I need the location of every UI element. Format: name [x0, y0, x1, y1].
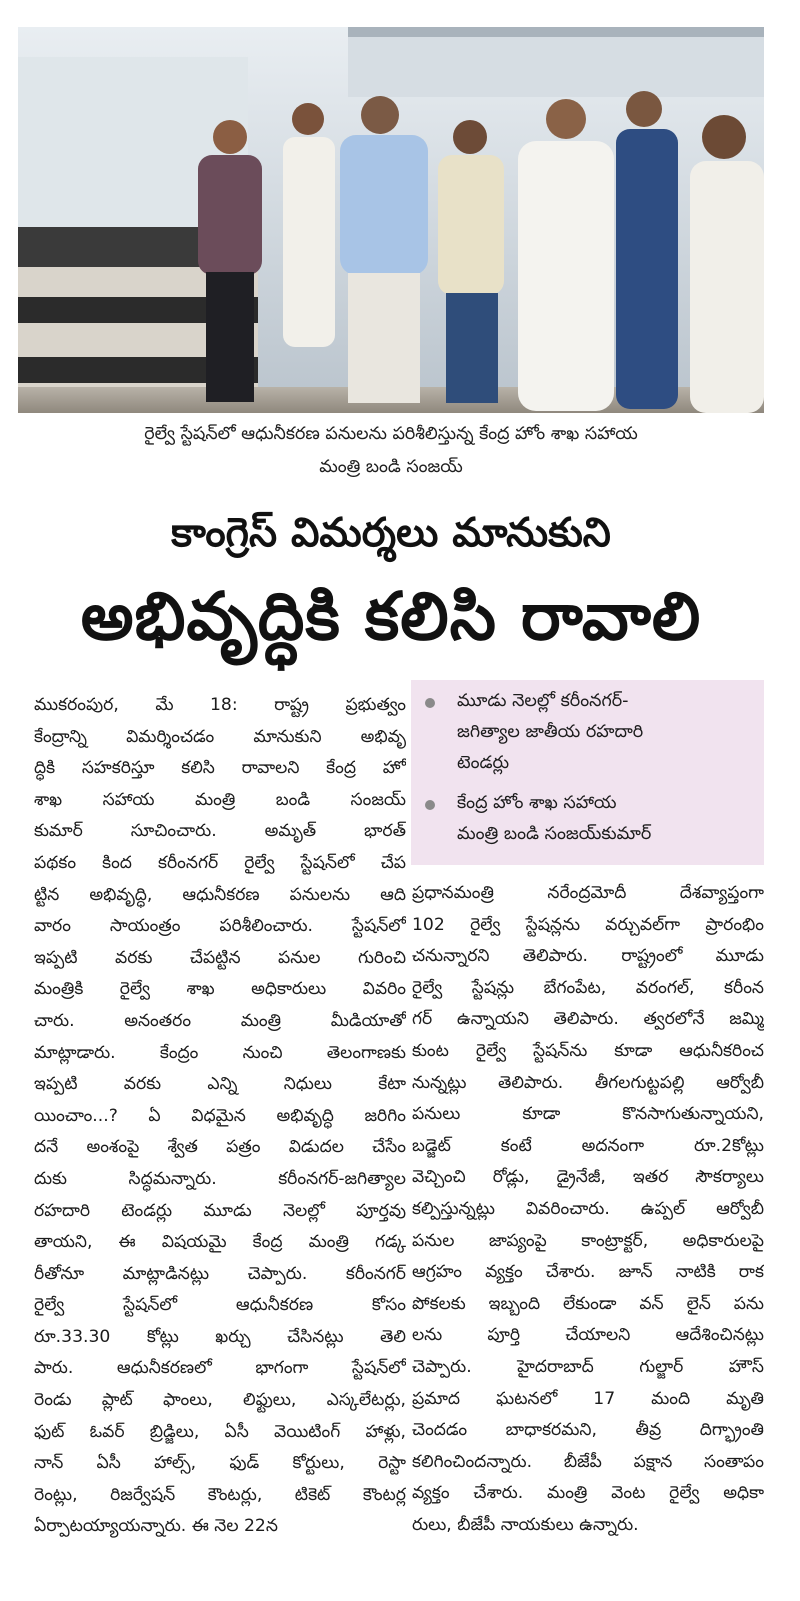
- article-line: శాఖ సహాయ మంత్రి బండి సంజయ్: [34, 789, 406, 810]
- article-line: కేంద్రాన్ని విమర్శించడం మానుకుని అభివృ: [34, 726, 406, 747]
- article-line: ప్రమాద ఘటనలో 17 మంది మృతి: [412, 1388, 764, 1409]
- article-line: మాట్లాడారు. కేంద్రం నుంచి తెలంగాణకు: [34, 1042, 406, 1063]
- article-line: కుమార్ సూచించారు. అమృత్ భారత్: [34, 821, 406, 842]
- photo-illustration: [18, 27, 764, 413]
- caption-line: రైల్వే స్టేషన్‌లో ఆధునీకరణ పనులను పరిశీలిస్తున్న కేంద్ర హోం శాఖ సహాయ: [144, 424, 638, 444]
- article-line: రూ.33.30 కోట్లు ఖర్చు చేసినట్లు తెలి: [34, 1326, 406, 1347]
- article-line: బడ్జెట్ కంటే అదనంగా రూ.2కోట్లు: [412, 1135, 764, 1156]
- article-line: ఇప్పటి వరకు ఎన్ని నిధులు కేటా: [34, 1074, 406, 1095]
- article-line: పారు. ఆధునీకరణలో భాగంగా స్టేషన్‌లో: [34, 1358, 406, 1379]
- article-line: ద్ధికి సహకరిస్తూ కలిసి రావాలని కేంద్ర హో: [34, 758, 406, 779]
- article-line: చనున్నారని తెలిపారు. రాష్ట్రంలో మూడు: [412, 946, 764, 967]
- news-photo: [18, 27, 764, 413]
- bullet-icon: [425, 698, 435, 708]
- highlight-text: [457, 788, 651, 850]
- article-line: 102 రైల్వే స్టేషన్లను వర్చువల్‌గా ప్రారంభిం: [412, 914, 764, 935]
- article-line: ఏర్పాటయ్యాయన్నారు. ఈ నెల 22న: [34, 1516, 278, 1537]
- article-line: వ్యక్తం చేశారు. మంత్రి వెంట రైల్వే అధికా: [412, 1483, 764, 1504]
- article-line: ఇప్పటి వరకు చేపట్టిన పనుల గురించి: [34, 947, 406, 968]
- article-line: రులు, బీజేపీ నాయకులు ఉన్నారు.: [412, 1514, 639, 1535]
- highlight-line: టెండర్లు: [457, 753, 510, 773]
- article-line: కలిగించిందన్నారు. బీజేపీ పక్షాన సంతాపం: [412, 1451, 764, 1472]
- headline-main: అభివృద్ధికి కలిసి రావాలి: [80, 578, 702, 655]
- highlight-line: కేంద్ర హోం శాఖ సహాయ: [457, 793, 617, 813]
- article-line: ఫుట్ ఓవర్ బ్రిడ్జిలు, ఏసీ వెయిటింగ్ హాళ్లు,: [34, 1421, 406, 1442]
- article-line: రెండు ప్లాట్ ఫాంలు, లిఫ్టులు, ఎస్కలేటర్లు,: [34, 1390, 406, 1411]
- highlight-text: [457, 686, 643, 779]
- article-line: నున్నట్లు తెలిపారు. తీగలగుట్టపల్లి ఆర్వోబీ: [412, 1072, 764, 1093]
- article-line: చెప్పారు. హైదరాబాద్ గుల్జార్ హౌస్: [412, 1356, 764, 1377]
- article-line: దుకు సిద్ధమన్నారు. కరీంనగర్-జగిత్యాల: [34, 1168, 406, 1189]
- article-line: ప్రధానమంత్రి నరేంద్రమోదీ దేశవ్యాప్తంగా: [412, 883, 764, 903]
- article-line: పోకలకు ఇబ్బంది లేకుండా వన్ లైన్ పను: [412, 1293, 764, 1314]
- highlight-line: జగిత్యాల జాతీయ రహదారి: [457, 722, 644, 742]
- highlight-line: మూడు నెలల్లో కరీంనగర్-: [457, 691, 629, 711]
- article-line: రెంట్లు, రిజర్వేషన్ కౌంటర్లు, టికెట్ కౌంటర్ల: [34, 1484, 406, 1505]
- article-line: రీతోనూ మాట్లాడినట్లు చెప్పారు. కరీంనగర్: [34, 1263, 406, 1284]
- article-line: లను పూర్తి చేయాలని ఆదేశించినట్లు: [412, 1325, 764, 1346]
- article-line: నాన్ ఏసీ హాల్స్, ఫుడ్ కోర్టులు, రెస్టా: [34, 1453, 406, 1474]
- article-line: వారం సాయంత్రం పరిశీలించారు. స్టేషన్‌లో: [34, 916, 406, 937]
- article-line: మంత్రికి రైల్వే శాఖ అధికారులు వివరిం: [34, 979, 406, 1000]
- article-line: ఆగ్రహం వ్యక్తం చేశారు. జూన్ నాటికి రాక: [412, 1262, 764, 1283]
- article-line: కుంట రైల్వే స్టేషన్‌ను కూడా ఆధునీకరించ: [412, 1040, 764, 1061]
- bullet-icon: [425, 800, 435, 810]
- article-line: రైల్వే స్టేషన్‌లో ఆధునీకరణ కోసం: [34, 1295, 406, 1316]
- article-column-left: [34, 690, 406, 1543]
- article-line: ముకరంపుర, మే 18: రాష్ట్ర ప్రభుత్వం: [34, 695, 406, 715]
- headline-kicker: కాంగ్రెస్ విమర్శలు మానుకుని: [171, 510, 611, 556]
- article-line: ట్టిన అభివృద్ధి, ఆధునీకరణ పనులను ఆది: [34, 884, 406, 905]
- article-column-right: [412, 878, 764, 1541]
- article-line: పనుల జాప్యంపై కాంట్రాక్టర్, అధికారులపై: [412, 1230, 764, 1251]
- article-line: గర్ ఉన్నాయని తెలిపారు. త్వరలోనే జమ్మి: [412, 1009, 764, 1030]
- caption-line: మంత్రి బండి సంజయ్: [319, 457, 463, 477]
- article-line: వెచ్చించి రోడ్లు, డ్రైనేజీ, ఇతర సౌకర్యాలు: [412, 1167, 764, 1188]
- article-line: చారు. అనంతరం మంత్రి మీడియాతో: [34, 1010, 406, 1031]
- photo-caption: [18, 418, 764, 484]
- article-line: రహదారి టెండర్లు మూడు నెలల్లో పూర్తవు: [34, 1200, 406, 1221]
- highlight-line: మంత్రి బండి సంజయ్‌కుమార్: [457, 824, 652, 844]
- article-line: రైల్వే స్టేషన్లు బేగంపేట, వరంగల్, కరీంన: [412, 977, 764, 998]
- article-line: చెందడం బాధాకరమని, తీవ్ర దిగ్భ్రాంతి: [412, 1420, 764, 1441]
- article-line: యించాం...? ఏ విధమైన అభివృద్ధి జరిగిం: [34, 1105, 406, 1126]
- article-line: కల్పిస్తున్నట్లు వివరించారు. ఉప్పల్ ఆర్వోబీ: [412, 1198, 764, 1219]
- article-line: పథకం కింద కరీంనగర్ రైల్వే స్టేషన్‌లో చేప: [34, 852, 406, 873]
- highlights-box: [411, 680, 764, 865]
- article-line: పనులు కూడా కొనసాగుతున్నాయని,: [412, 1104, 764, 1125]
- article-line: దనే అంశంపై శ్వేత పత్రం విడుదల చేసేం: [34, 1137, 406, 1158]
- article-line: తాయని, ఈ విషయమై కేంద్ర మంత్రి గడ్క: [34, 1232, 406, 1253]
